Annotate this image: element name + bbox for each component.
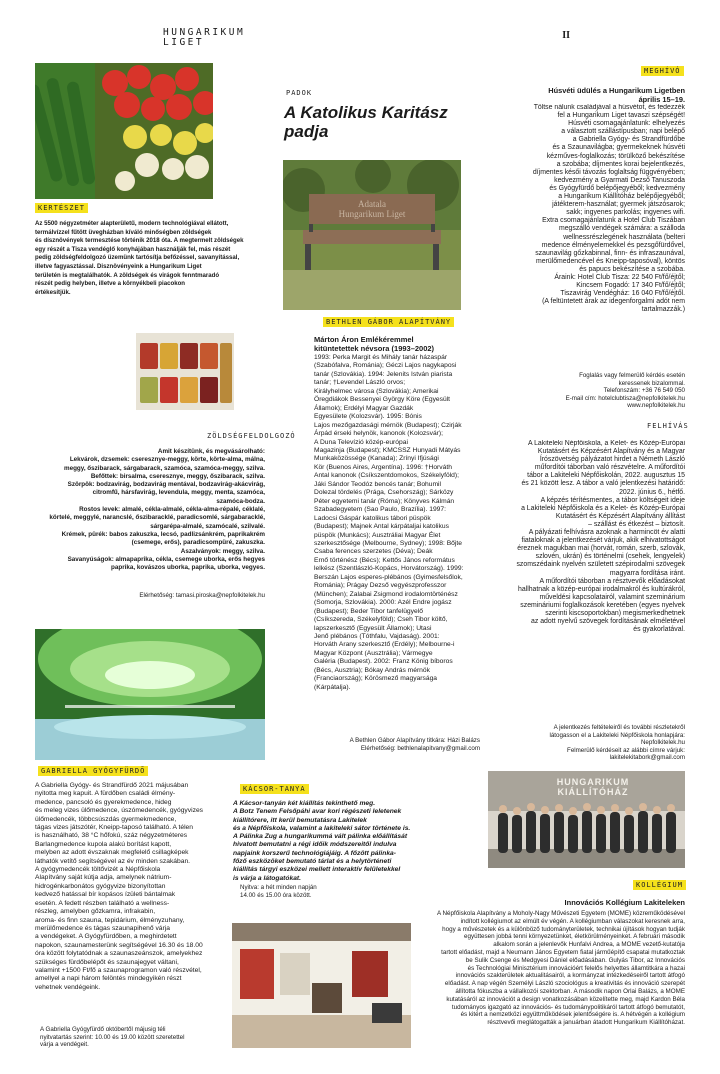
kacsor-photo (232, 923, 411, 1048)
bench-illustration (283, 160, 461, 310)
felhivas-tag: FELHÍVÁS (647, 422, 689, 430)
jars-photo (136, 333, 234, 410)
gabriella-tag: GABRIELLA GYÓGYFÜRDŐ (38, 766, 148, 776)
kerteszet-tag: KERTÉSZET (35, 203, 88, 213)
bethlen-heading: Márton Áron Emlékéremmel kitüntetettek névsora (1993–2002) (314, 335, 435, 353)
kacsor-body: A Kácsor-tanyán két kiállítás tekinthető meg. A Botz Tenem Felsőpáhi avar kori régészeti leletenek kiállítórere, itt kerül bemutatásra Lakitelek és a Népfőiskola, valamint a lakiteleki sátor története is. A Pálinka Zug a hungarikummá vált pálinka előállítását hivatott bemutatni a régi időik módszereitől indulva napjaink korszerű technológiájáig. A főzött pálinka- főző eszközöket bemutató tárlat és a helytörténeti kiállítás tárgyi eszközei mellett interaktív felületekkel is várja a látogatókat. (233, 800, 411, 882)
kacsor-tag: KÁCSOR-TANYA (240, 784, 309, 794)
kollegium-body: A Népfőiskola Alapítvány a Moholy-Nagy Művészeti Egyetem (MOME) közreműködésével indított kollégiumot az elmúlt év végén. A kollégiumban válaszokat keresnek arra, hogy a művészetek és a különböző tudományterületek, technikai újítások hogyan tudják együttesen jobbá tenni környezetünket, életkörülményeinket. A februári második alkalom során a jelenlevők Hunfalvi Andrea, a MOME vezető-kutatója tartott előadást, majd a Neumann János Egyetem fiatal járműépítő csapatai mutatkoztak be Sulik Csenge és Medgyesi Dániel előadásában. Gulyás Tibor, az Innovációs és Technológiai Minisztérium innovációért felelős helyettes államtitkára a hazai innovációs szakterületek aktualitásairól, a kormányzat intézkedéseiről tartott átfogó előadást. A nap végén Személyi László szociológus a kreativitás és innováció szerepét állította fókuszba a vállalkozói szektorban. A második napon Orlai Balázs, a MOME kutatásáról az innovációt a design vonatkozásában közelítette meg, majd Kardon Béla tudományos igazgató az innovációs- és tudománypolitikáról tartott átfogó bemutatót, és kitért a nemzetközi együttműködések jelentőségére is. A hétvégén a kollégium résztvevői meglátogatták a januárban átadott Hungarikum Kiállítóházat. (436, 910, 685, 1027)
spa-dome-illustration (35, 629, 265, 760)
bethlen-tag: BETHLEN GÁBOR ALAPÍTVÁNY (323, 317, 454, 327)
bath-photo (35, 629, 265, 760)
bethlen-footer: A Bethlen Gábor Alapítvány titkára: Házi Balázs Elérhetőség: bethlenalapitvany@gmail.com (349, 737, 480, 752)
kollegium-photo-sign: HUNGARIKUM KIÁLLÍTÓHÁZ (556, 777, 630, 797)
felhivas-body: A Lakiteleki Népfőiskola, a Kelet- és Közép-Európai Kutatásért és Képzésért Alapítvány és a Magyar Írószövetség pályázatot hirdet a Németh László műfordítói táborban való részvételre. A műfordítói tábor a Lakiteleki Népfőiskolán, 2022. augusztus 15 és 21 között lesz. A tábor a való jelentkezési határidő: 2022. június 6., hétfő. A képzés térítésmentes, a tábor költségeit ideje a Lakiteleki Népfőiskola és a Kelet- és Közép-Európai Kutatásért és Képzésért Alapítvány állítást – szállást és étkezést – biztosít. A pályázati felhívásra azoknak a harmincöt év alatti fiataloknak a jelentkezését várjuk, akik elhivatottságot éreznek magukban mai (horvát, román, szerb, szlovák, szlovén, ukrán) és történelmi (csehek, lengyelek) szomszédaink nyelvén született szépirodalmi szövegek magyarra fordítása iránt. A műfordítói táborban a résztvevők előadásokat hallhatnak a közép-európai irodalmakról és kultúrákról, műveldési kapcsolatairól, valamint szeminárium szemináriumi foglalkozások keretében (egyes nyelvek szerinti kiscsoportokban) megismerkedhetnek az adott nyelvű szövegek fordításának elméletével és gyakorlatával. (516, 440, 685, 634)
bench-photo (283, 160, 461, 310)
kollegium-photo (488, 771, 685, 868)
meghivo-tag: MEGHÍVÓ (641, 66, 684, 76)
zoldseg-tag: ZÖLDSÉGFELDOLGOZÓ (207, 432, 296, 440)
gabriella-body: A Gabriella Gyógy- és Strandfürdő 2021 májusában nyitotta meg kapuit. A fürdőben családi élmény- medence, pancsoló és gyerekmedence, hideg és meleg vizes ülőmedence, úszómedencék, gyógyvizes ülőmedencék, többcsúszdás gyermekmedence, tágas vizes játszótér, Kneipp-taposó található. A télen is használható, 38 °C hőfokú, száz négyzetméteres Barlangmedence kupola alakú borítást kapott, melyben az adott évszaknak megfelelő csillagképek láthatók vetítő segítségével az év minden szakában. A gyógymedencék töltővizét a Népfőiskola Alapítvány saját kútja adja, amelynek nátrium- hidrogénkarbonátos gyógyvize bizonyítottan kedvező hatással bír kopásos ízületi bántalmak esetén. A fedett részben található a wellness- részleg, amelyben gőzkamra, infrakabin, aroma- és finn szauna, tepidárium, élményzuhany, merülőmedence és tágas szaunapihenő várja a vendégeket. A Gyógyfürdőben, a meghirdetett napokon, szaunamesterünk segítségével 16.30 és 18.00 óra között folytatódnak a szaunaszeánszok, amelyekhez szükséges fürdőbelépőt és szaunajegyet váltani, valamint +1500 Ft/fő a szaunaprogramon való részvétel, amellyel a napi három felöntés mindegyikén részt vehetnek vendégeink. (35, 782, 204, 991)
jars-illustration (136, 333, 234, 410)
meghivo-contact: Foglalás vagy felmerülő kérdés esetén keressenek bizalommal. Telefonszám: +36 76 549 050 E-mail cím: hotelclubtisza@nepfolkitelek.hu www.nepfolkitelek.hu (565, 372, 685, 409)
bethlen-body: 1993: Perka Margit és Mihály tanár házaspár (Szabófalva, Románia); Géczi Lajos nagykaposi tanár (Szlovákia). 1994: Jelenits István piarista tanár; †Levendel László orvos; Királyhelmec városa (Szlovákia); Amerikai Öregdiákok Bessenyei György Köre (Egyesült Államok); Erdélyi Magyar Gazdák Egyesülete (Kolozsvár). 1995: Bónis Lajos mezőgazdasági mérnök (Budapest); Czirják Árpád érseki helynök, kanonok (Kolozsvár); A Duna Televízió közép-európai Magazinja (Budapest); KMCSSZ Hunyadi Mátyás Munkaközössége (Kanada); Zrínyi Ifjúsági Kör (Buenos Aires, Argentína). 1996: †Horváth Antal kanonok (Csíkszentdomokos, Székelyföld); Jáki Sándor Teodóz bencés tanár; Bohumil Dolezal tördelés (Prága, Csehország); Sárközy Péter egyetemi tanár (Róma); Könyves Kálmán Szabadegyetem (Sao Paulo, Brazília). 1997: Ladocsi Gáspár katolikus tábori püspök (Budapest); Majnek Antal kárpátaljai katolikus püspök (Munkács); Ausztráliai Magyar Élet szerkesztősége (Melbourne, Sydney); 1998: Bőjte Csaba ferences szerzetes (Déva); Deák Ernő történész (Bécs); Kettős János református lelkész (Szentlászló-Kopács, Horvátország). 1999: Berszán Lajos esperes-plébános (Gyimesfelsőlok, Románia); Prágay Dezső vegyészprofesszor (München); Zalabai Zsigmond irodalomtörténész (Somorja, Szlovákia). 2000: Azél Endre jogász (Budapest); Beder Tibor tanfelügyelő (Csíkszereda, Székelyföld); Cseh Tibor költő, lapszerkesztő (Egyesült Államok); Utasi Jenő plébános (Tóthfalu, Vajdaság). 2001: Horváth Arany szerkesztő (Erdély); Melbourne-i Magyar Központ (Ausztrália); Vármegye Galéria (Budapest). 2002: Franz König bíboros (Bécs, Ausztria); Bókay András mérnök (Franciaország); Körösmező magyarsága (Kárpátalja). (314, 354, 464, 691)
zoldseg-contact: Elérhetőség: tamasi.piroska@nepfolkitelek.hu (139, 592, 265, 599)
exhibition-room-illustration (232, 923, 411, 1048)
hungarikum-liget-logo: HUNGARIKUM LIGET (163, 27, 246, 48)
kerteszet-body: Az 5500 négyzetméter alapterületű, modern technológiával ellátott, termálvízzel fűtött üvegházban kíváló minőségben zöldségek és dísznövények termesztése történik 2018 óta. A megtermelt zöldségek egy részét a Tisza vendéglő konyhájában használják fel, más részét pedig zöldségfeldolgozó üzemünk tartósítja befőzéssel, savanyítással, illetve fagyasztással. Disznövényeink a Hungarikum Liget területén is megtalálhatók. A zöldségek és virágok fenntmaradó részét pedig helyben, illetve a környékbeli piacokon értékesítjük. (35, 220, 244, 296)
padok-tag: PADOK (286, 89, 313, 97)
padok-headline: A Katolikus Karitász padja (284, 103, 448, 141)
felhivas-contact: A jelentkezés feltételeiről és további részletekről látogasson el a Lakiteleki Népfőiskola honlapjára: Nepfolkitelek.hu Felmerülő kérdéseit az alábbi címre várjuk: lakitelekitabork@gmail.com (549, 724, 685, 761)
bench-sign: Adatala Hungarikum Liget (338, 199, 406, 219)
gabriella-hours: A Gabriella Gyógyfürdő októbertől májusig téli nyitvatartás szerint: 10.00 és 19.00 között szeretettel várja a vendégeit. (40, 1026, 185, 1048)
kollegium-heading: Innovációs Kollégium Lakiteleken (564, 898, 685, 907)
vegetables-photo (35, 63, 213, 199)
meghivo-heading: Húsvéti üdülés a Hungarikum Ligetben április 15–19. (548, 86, 685, 104)
kacsor-hours: Nyitva: a hét minden napján 14.00 és 15.00 óra között. (240, 884, 317, 899)
vegetables-illustration (35, 63, 213, 199)
page-number: II (562, 30, 570, 41)
kollegium-tag: KOLLÉGIUM (633, 880, 686, 890)
zoldseg-body: Amit készítünk, és megvásárolható: Lekvárok, dzsemek: cseresznye-meggy, körte, körte-alma, málna, meggy, őszibarack, sárgabarack, szamóca, szamóca-meggy, szilva. Befőttek: birsalma, cseresznye, meggy, őszibarack, szilva. Szörpök: bodzavirág, bodzavirág mentával, bodzavirág-akácvirág, citromfű, hársfavirág, levendula, meggy, menta, szamóca, szamóca-bodza. Rostos levek: almalé, cékla-almalé, cékla-alma-répalé, céklalé, körtelé, meggylé, narancslé, őszibaracklé, paradicsomlé, sárgabaracklé, sárgarépa-almalé, szamócalé, szilvalé. Krémek, pürék: babos zakuszka, lecsó, padlizsánkrém, paprikakrém (csemege, erős), paradicsompüré, zakuszka. Aszalványok: meggy, szilva. Savanyúságok: almapaprika, cékla, csemege uborka, erős hegyes paprika, kovászos uborka, paprika, uborka, vegyes. (49, 448, 265, 572)
meghivo-body: Töltse nálunk családjával a húsvétot, és fedezzék fel a Hungarikum Liget tavaszi szépségét! Húsvéti csomagajánlatunk: elhelyezés a választott szállástípusban; napi belépő a Gabriella Gyógy- és Strandfürdőbe és a Szaunavilágba; gyermekeknek húsvéti kézműves-foglalkozás; törülköző bekészítése a szobába; díjmentes korai bejelentkezés, díjmentes késői távozás foglaltság függvényében; kedvezmény a Gyarmati Dezső Tanuszoda és Gyógyfürdő belépőjegyéből; kedvezmény a Hungarikum Kiállítóház belépőjegyéből; játékterem-használat; gyermek játszósarok; sakk; ingyenes parkolás; ingyenes wifi. Extra csomagajánlatunk a Hotel Club Tiszában megszálló vendégek számára: a szálloda wellnessrészlegének használata (belteri medence élményelemekkel és pezsgőfürdővel, szaunavilág gőzkabinnal, finn- és infraszaunával, merülőmedencével és Kneipp-taposóval), köntös és papucs bekészítése a szobába. Áraink: Hotel Club Tisza: 22 540 Ft/fő/éjtől; Kincsem Fogadó: 17 340 Ft/fő/éjtől; Tiszavirág Vendégház: 16 040 Ft/fő/éjtől. (A feltüntetett árak az idegenforgalmi adót nem tartalmazzák.) (532, 104, 685, 314)
